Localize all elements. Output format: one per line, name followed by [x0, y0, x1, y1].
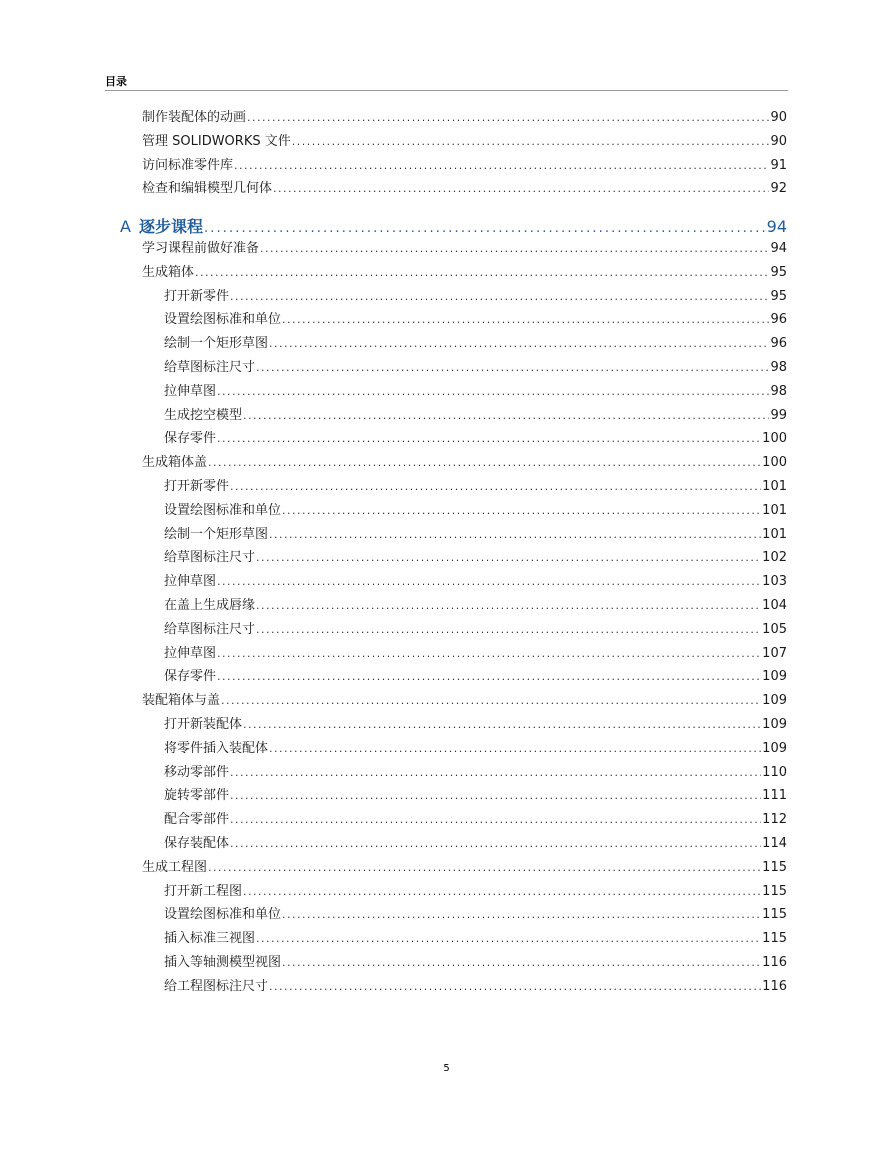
toc-entry-label: 设置绘图标准和单位 [164, 312, 282, 328]
header-title: 目录 [105, 75, 127, 88]
dot-leader [217, 668, 761, 686]
toc-entry[interactable] [164, 811, 787, 829]
dot-leader [234, 157, 769, 175]
dot-leader [230, 478, 761, 496]
dot-leader [256, 930, 761, 948]
toc-entry-label: 旋转零部件 [164, 788, 230, 804]
toc-page-number: 112 [762, 812, 787, 828]
dot-leader [292, 133, 770, 151]
dot-leader [269, 335, 769, 353]
toc-entry-label: 生成工程图 [142, 859, 208, 875]
toc-entry[interactable] [164, 478, 787, 496]
toc-entry-label: 打开新零件 [164, 479, 230, 494]
toc-entry-label: 拉伸草图 [164, 383, 217, 399]
toc-entry-label: 检查和编辑模型几何体 [142, 181, 273, 197]
toc-page-number: 115 [762, 883, 787, 899]
toc-entry-label: 设置绘图标准和单位 [164, 907, 282, 923]
toc-page-number: 91 [770, 157, 787, 173]
chapter-title: 逐步课程 [138, 217, 203, 236]
toc-entry-label: 制作装配体的动画 [142, 110, 247, 125]
toc-page-number: 103 [762, 574, 787, 590]
dot-leader [260, 240, 769, 258]
dot-leader [243, 716, 761, 734]
toc-page-number: 110 [762, 764, 787, 780]
toc-entry[interactable] [164, 740, 787, 758]
toc-page-number: 102 [762, 550, 787, 566]
dot-leader [282, 906, 761, 924]
toc-entry-label: 给草图标注尺寸 [164, 550, 256, 566]
toc-entry[interactable] [164, 407, 787, 425]
toc-page-number: 101 [762, 479, 787, 494]
toc-entry-label: 配合零部件 [164, 812, 230, 828]
toc-entry[interactable] [164, 383, 787, 401]
toc-entry-label: 给草图标注尺寸 [164, 360, 256, 375]
toc-page-number: 104 [762, 598, 787, 613]
dot-leader [195, 264, 769, 282]
toc-entry[interactable] [164, 645, 787, 663]
toc-page-number: 111 [762, 788, 787, 804]
toc-entry-label: 保存装配体 [164, 836, 230, 851]
toc-page-number: 96 [770, 312, 787, 328]
toc-entry[interactable] [164, 311, 787, 329]
toc-page-number: 100 [762, 455, 787, 471]
dot-leader [230, 764, 761, 782]
toc-entry[interactable] [164, 526, 787, 544]
header-rule [105, 90, 788, 91]
toc-entry[interactable] [142, 859, 787, 877]
toc-entry[interactable] [164, 597, 787, 615]
dot-leader [282, 311, 769, 329]
toc-page-number: 115 [762, 859, 787, 875]
toc-page-number: 101 [762, 502, 787, 518]
dot-leader [247, 109, 769, 127]
toc-entry[interactable] [142, 240, 787, 258]
toc-entry[interactable] [164, 930, 787, 948]
toc-page-number: 114 [762, 836, 787, 851]
toc-entry-label: 给草图标注尺寸 [164, 621, 256, 637]
dot-leader [269, 978, 761, 996]
toc-entry-label [120, 216, 203, 238]
toc-page-number: 96 [770, 336, 787, 352]
toc-entry-label: 给工程图标注尺寸 [164, 978, 269, 994]
toc-page-number: 100 [762, 431, 787, 447]
toc-page-number: 90 [770, 133, 787, 149]
toc-entry[interactable] [142, 157, 787, 175]
toc-page-number: 109 [762, 669, 787, 685]
dot-leader [282, 502, 761, 520]
toc-entry[interactable] [164, 954, 787, 972]
toc-page-number: 115 [762, 907, 787, 923]
toc-entry[interactable] [164, 668, 787, 686]
toc-entry-label: 生成箱体盖 [142, 455, 208, 471]
toc-page-number: 101 [762, 526, 787, 542]
dot-leader [230, 835, 761, 853]
toc-entry-label: 保存零件 [164, 669, 217, 685]
toc-entry-label: 打开新装配体 [164, 717, 243, 732]
toc-entry[interactable] [164, 288, 787, 306]
toc-page-number: 98 [770, 360, 787, 375]
toc-entry[interactable] [164, 978, 787, 996]
toc-page-number: 105 [762, 621, 787, 637]
toc-page-number: 92 [770, 181, 787, 197]
toc-page-number: 94 [766, 217, 787, 236]
toc-entry[interactable] [164, 787, 787, 805]
toc-entry-label: 在盖上生成唇缘 [164, 598, 256, 613]
dot-leader [243, 407, 769, 425]
toc-page-number: 95 [770, 288, 787, 304]
toc-entry[interactable] [164, 359, 787, 377]
toc-entry[interactable] [164, 573, 787, 591]
toc-entry-label: 移动零部件 [164, 764, 230, 780]
dot-leader [221, 692, 761, 710]
toc-entry-label: 打开新零件 [164, 288, 230, 304]
toc-entry[interactable] [142, 133, 787, 151]
toc-entry[interactable] [142, 454, 787, 472]
toc-entry-label: 学习课程前做好准备 [142, 241, 260, 256]
toc-entry[interactable] [142, 264, 787, 282]
dot-leader [208, 859, 761, 877]
toc-entry[interactable] [164, 716, 787, 734]
toc-entry[interactable] [164, 621, 787, 639]
toc-entry-label: 插入标准三视图 [164, 931, 256, 947]
toc-page-number: 109 [762, 693, 787, 709]
toc-entry-label: 装配箱体与盖 [142, 693, 221, 709]
toc-entry-label: 访问标准零件库 [142, 157, 234, 173]
toc-page-number: 115 [762, 931, 787, 947]
toc-page-number: 99 [770, 407, 787, 423]
dot-leader [230, 288, 769, 306]
dot-leader [256, 597, 761, 615]
dot-leader [269, 526, 761, 544]
toc-entry-label: 生成挖空模型 [164, 407, 243, 423]
toc-page-number: 94 [770, 241, 787, 256]
toc-page-number: 116 [762, 978, 787, 994]
toc-entry-label: 保存零件 [164, 431, 217, 447]
dot-leader [217, 645, 761, 663]
toc-entry-label: 设置绘图标准和单位 [164, 502, 282, 518]
dot-leader [282, 954, 761, 972]
page-number: 5 [443, 1063, 450, 1074]
dot-leader [256, 621, 761, 639]
toc-page-number: 90 [770, 110, 787, 125]
toc-entry-label: 拉伸草图 [164, 645, 217, 661]
toc-entry[interactable] [142, 180, 787, 198]
toc-entry[interactable] [142, 692, 787, 710]
toc-page-number: 109 [762, 717, 787, 732]
chapter-prefix: A [120, 217, 131, 236]
toc-entry[interactable] [164, 835, 787, 853]
toc-entry-label: 打开新工程图 [164, 883, 243, 899]
toc-entry-label: 插入等轴测模型视图 [164, 955, 282, 970]
toc-entry-label: 拉伸草图 [164, 574, 217, 590]
dot-leader [269, 740, 761, 758]
dot-leader [273, 180, 769, 198]
toc-entry[interactable] [164, 883, 787, 901]
toc-entry[interactable] [164, 906, 787, 924]
dot-leader [230, 787, 761, 805]
dot-leader [217, 383, 769, 401]
dot-leader [204, 218, 766, 240]
toc-entry[interactable] [164, 335, 787, 353]
dot-leader [230, 811, 761, 829]
toc-entry[interactable] [164, 430, 787, 448]
toc-page-number: 109 [762, 740, 787, 756]
toc-page-number: 95 [770, 264, 787, 280]
toc-entry-label: 绘制一个矩形草图 [164, 526, 269, 542]
toc-chapter-heading[interactable] [120, 216, 787, 240]
toc-entry-label: 绘制一个矩形草图 [164, 336, 269, 352]
dot-leader [243, 883, 761, 901]
toc-entry-label: 生成箱体 [142, 264, 195, 280]
toc-entry-label: 管理 SOLIDWORKS 文件 [142, 133, 291, 149]
dot-leader [217, 430, 761, 448]
toc-entry[interactable] [164, 502, 787, 520]
toc-entry[interactable] [164, 764, 787, 782]
toc-page-number: 107 [762, 645, 787, 661]
dot-leader [217, 573, 761, 591]
toc-entry-label: 将零件插入装配体 [164, 740, 269, 756]
dot-leader [208, 454, 761, 472]
dot-leader [256, 549, 761, 567]
toc-page-number: 116 [762, 955, 787, 970]
toc-entry[interactable] [164, 549, 787, 567]
toc-entry[interactable] [142, 109, 787, 127]
toc-page-number: 98 [770, 383, 787, 399]
dot-leader [256, 359, 769, 377]
